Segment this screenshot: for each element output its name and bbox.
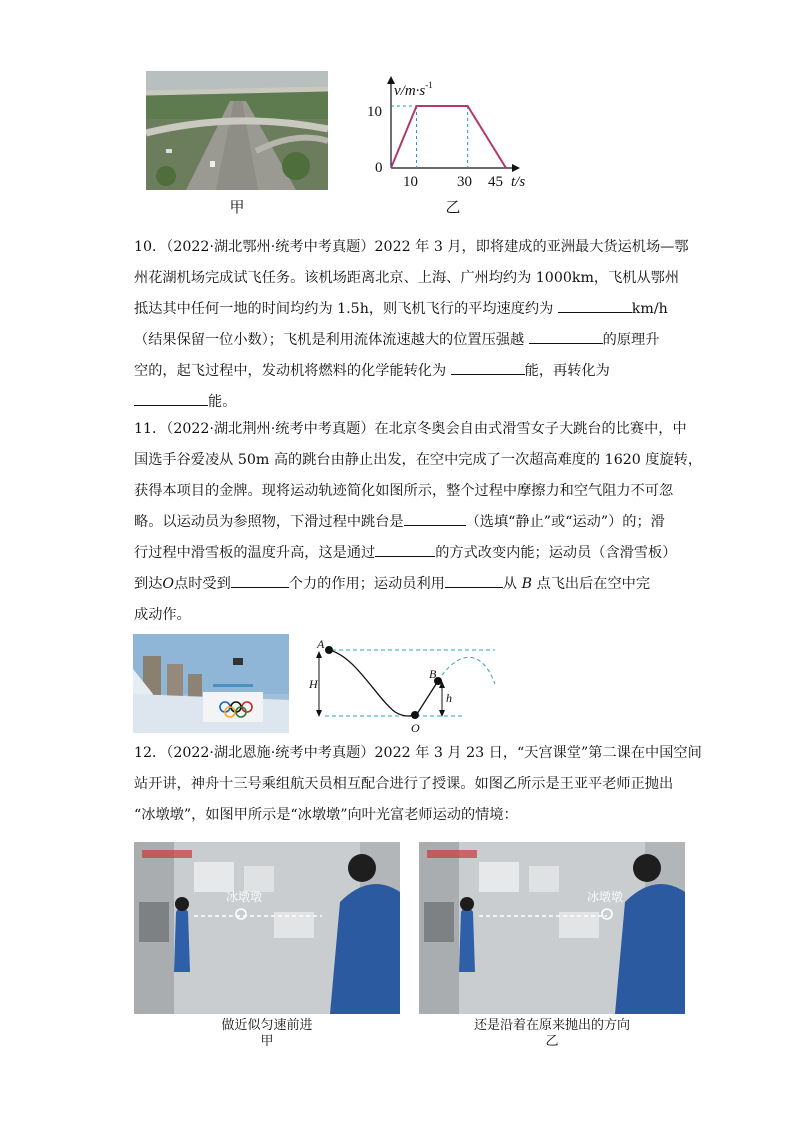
trajectory-diagram: [305, 636, 515, 736]
label-h: h: [446, 691, 452, 705]
q11-line-7: 成动作。: [134, 607, 191, 623]
q10-line-5: 空的，起飞过程中，发动机将燃料的化学能转化为 能，再转化为: [134, 356, 664, 387]
photo-caption: 甲: [229, 198, 245, 216]
q11-blank-property[interactable]: [445, 573, 503, 588]
graph-caption: 乙: [445, 198, 461, 216]
right-caption: [419, 1018, 685, 1050]
q11-line-2: 国选手谷爱凌从 50m 高的跳台由静止出发，在空中完成了一次超高难度的 1620 度旋转，: [134, 452, 703, 468]
q11-line-4: 略。以运动员为参照物，下滑过程中跳台是 （选填“静止”或“运动”）的；滑: [134, 507, 664, 538]
x-axis-label: t/s: [511, 174, 526, 190]
velocity-series-line: [391, 106, 506, 168]
label-b: B: [429, 667, 437, 681]
q11-line-5: 行过程中滑雪板的温度升高，这是通过 的方式改变内能；运动员（含滑雪板）: [134, 538, 664, 569]
vt-graph: [360, 74, 550, 194]
y-tick-10: 10: [367, 104, 382, 120]
x-tick-45: 45: [488, 174, 503, 190]
flight-path: [438, 657, 495, 684]
space-photo-left: [134, 842, 400, 1014]
x-axis-arrow: [512, 164, 520, 172]
left-caption-line-2: 甲: [260, 1034, 274, 1049]
q11-line-1: 11．（2022·湖北荆州·统考中考真题）在北京冬奥会自由式滑雪女子大跳台的比赛中，中: [134, 421, 687, 437]
q12-line-2: 站开讲，神舟十三号乘组航天员相互配合进行了授课。如图乙所示是王亚平老师正抛出: [134, 776, 674, 792]
ice-dundun-label-left: 冰墩墩: [226, 890, 263, 904]
label-o: O: [411, 721, 420, 735]
q10-line-2: 州花湖机场完成试飞任务。该机场距离北京、上海、广州均约为 1000km，飞机从鄂州: [134, 270, 680, 286]
q12-line-1: 12．（2022·湖北恩施·统考中考真题）2022 年 3 月 23 日，“天宫课堂”第二课在中国空间: [134, 745, 702, 761]
q10-line-1: 10．（2022·湖北鄂州·统考中考真题）2022 年 3 月，即将建成的亚洲最大货运机场—鄂: [134, 239, 689, 255]
right-caption-line-2: 乙: [545, 1034, 559, 1049]
point-o: [411, 711, 419, 719]
x-tick-10: 10: [403, 174, 418, 190]
question-12: [134, 738, 702, 831]
label-H: H: [309, 677, 318, 691]
q10-line-3: 抵达其中任何一地的时间均约为 1.5h，则飞机飞行的平均速度约为 km/h: [134, 294, 664, 325]
q11-blank-force-count[interactable]: [231, 573, 289, 588]
q10-blank-energy-2[interactable]: [134, 391, 208, 406]
left-caption-line-1: 做近似匀速前进: [221, 1018, 313, 1033]
y-axis-label: $v/m\cdot s^{-1}$: [394, 80, 433, 99]
q10-blank-energy-1[interactable]: [451, 360, 525, 375]
question-11: [134, 414, 703, 631]
q11-blank-method[interactable]: [375, 542, 435, 557]
ski-track: [329, 650, 438, 716]
q10-line-4: （结果保留一位小数）；飞机是利用流体流速越大的位置压强越 的原理升: [134, 325, 664, 356]
q10-line-6: 能。: [134, 387, 664, 418]
x-tick-30: 30: [457, 174, 472, 190]
q10-blank-pressure[interactable]: [529, 329, 603, 344]
highway-photo: [146, 71, 328, 190]
q11-blank-reference[interactable]: [404, 511, 466, 526]
space-photo-right: [419, 842, 685, 1014]
q11-line-3: 获得本项目的金牌。现将运动轨迹简化如图所示，整个过程中摩擦力和空气阻力不可忽: [134, 483, 674, 499]
y-tick-0: 0: [375, 160, 383, 176]
left-caption: [134, 1018, 400, 1050]
ski-jump-photo: [133, 634, 289, 733]
q10-blank-speed[interactable]: [558, 298, 632, 313]
ice-dundun-label-right: 冰墩墩: [587, 890, 624, 904]
right-caption-line-1: 还是沿着在原来抛出的方向: [473, 1018, 630, 1033]
question-10: [134, 232, 689, 418]
q11-line-6: 到达O点时受到 个力的作用；运动员利用 从 B 点飞出后在空中完: [134, 569, 664, 600]
q12-line-3: “冰墩墩”，如图甲所示是“冰墩墩”向叶光富老师运动的情境：: [134, 807, 518, 823]
label-a: A: [317, 637, 325, 651]
point-a: [325, 646, 333, 654]
